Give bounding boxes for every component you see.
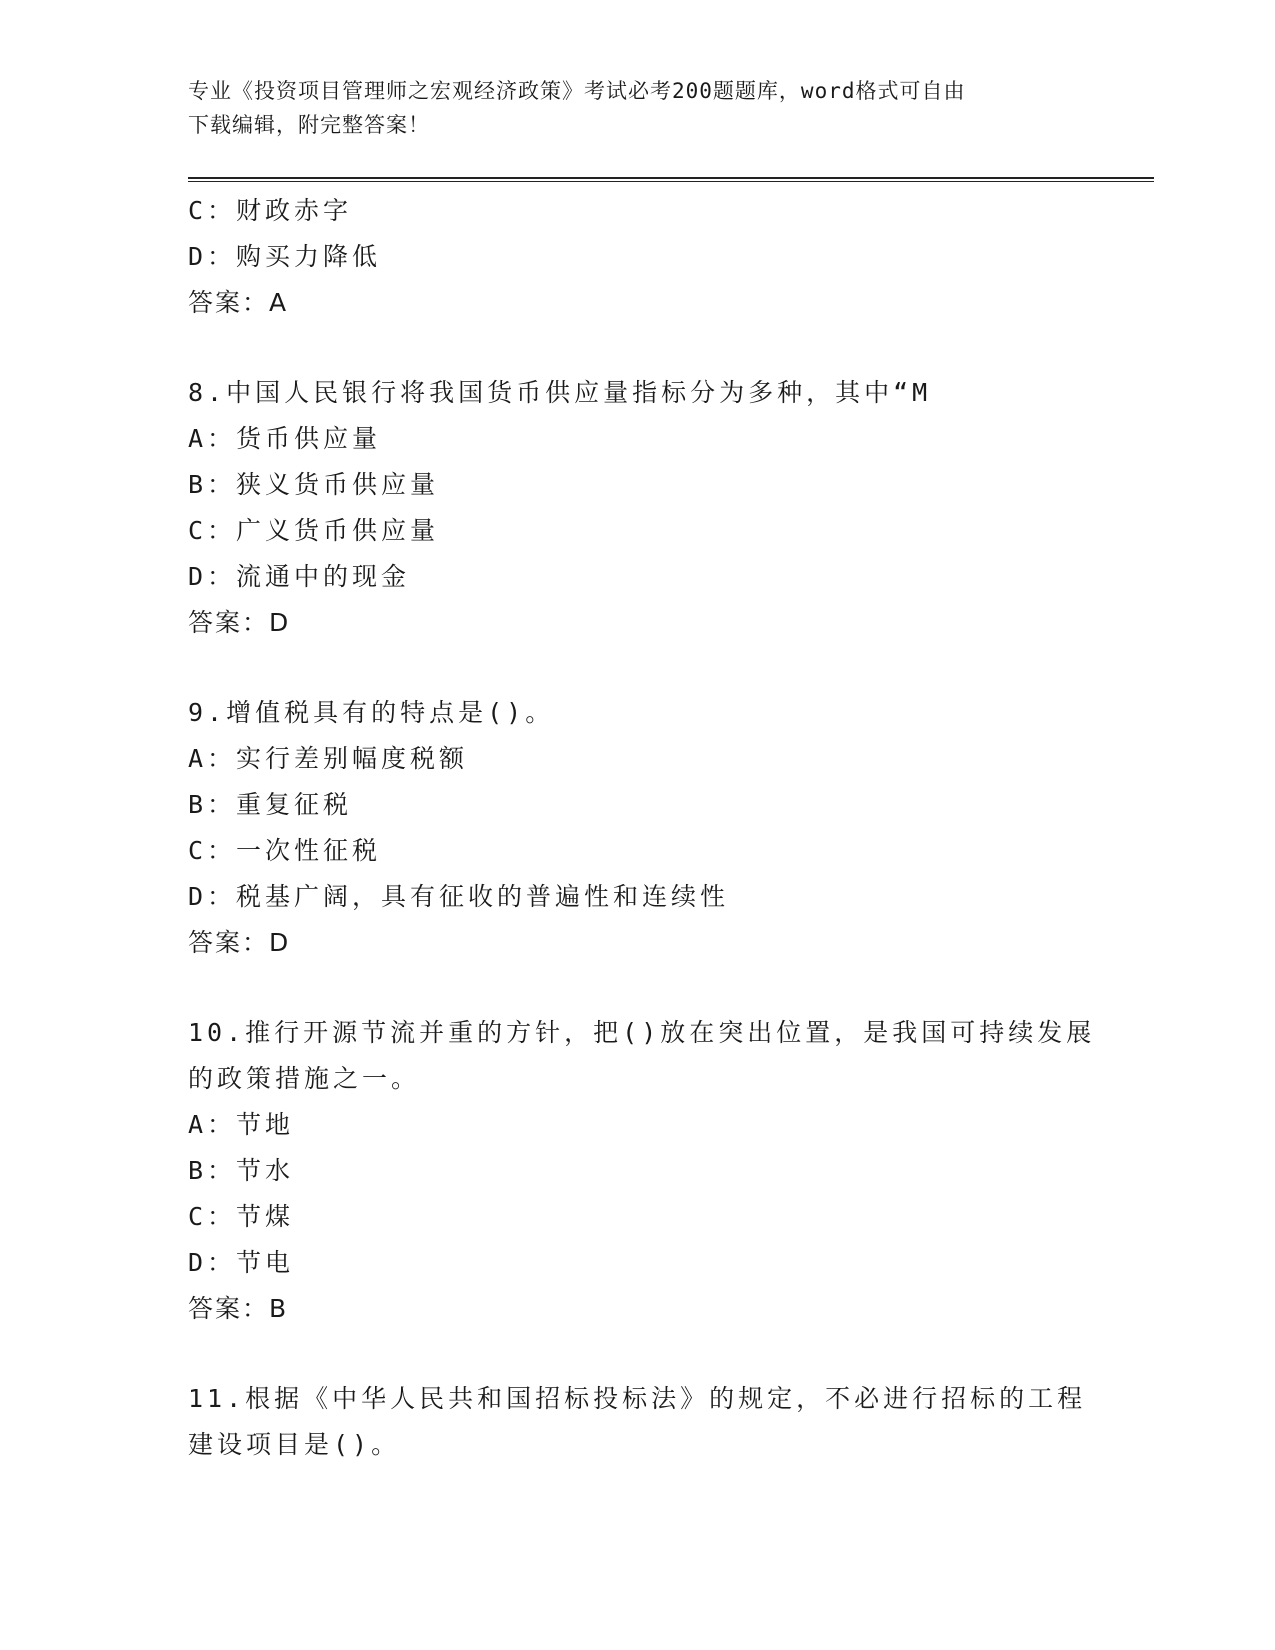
option-c: C：节煤 (188, 1202, 295, 1231)
document-header (188, 74, 1068, 142)
question-text-line-1: 11.根据《中华人民共和国招标投标法》的规定，不必进行招标的工程 (188, 1384, 1087, 1413)
option-d: D：节电 (188, 1248, 295, 1277)
answer: 答案：A (188, 288, 289, 317)
question-text-line-1: 10.推行开源节流并重的方针，把()放在突出位置，是我国可持续发展 (188, 1018, 1096, 1047)
option-c: C：广义货币供应量 (188, 516, 440, 545)
question-text: 9.增值税具有的特点是()。 (188, 698, 555, 727)
question-11 (188, 1376, 1088, 1468)
option-c: C：一次性征税 (188, 836, 382, 865)
question-text: 8.中国人民银行将我国货币供应量指标分为多种，其中“M (188, 378, 932, 407)
header-line-2: 下载编辑，附完整答案！ (188, 113, 430, 137)
header-divider-thick (188, 177, 1154, 179)
question-9 (188, 690, 1088, 966)
option-a: A：节地 (188, 1110, 295, 1139)
question-text-line-2: 的政策措施之一。 (188, 1064, 421, 1093)
document-body (188, 188, 1096, 1468)
option-d: D：税基广阔，具有征收的普遍性和连续性 (188, 882, 730, 911)
question-text-line-2: 建设项目是()。 (188, 1430, 401, 1459)
answer: 答案：B (188, 1294, 289, 1323)
question-7 (188, 188, 1088, 326)
header-line-1: 专业《投资项目管理师之宏观经济政策》考试必考200题题库，word格式可自由 (188, 79, 966, 103)
option-d: D：流通中的现金 (188, 562, 411, 591)
option-d: D：购买力降低 (188, 242, 382, 271)
option-a: A：货币供应量 (188, 424, 382, 453)
option-b: B：重复征税 (188, 790, 353, 819)
answer: 答案：D (188, 928, 291, 957)
option-b: B：狭义货币供应量 (188, 470, 440, 499)
header-divider-thin (188, 181, 1154, 182)
answer: 答案：D (188, 608, 291, 637)
question-10 (188, 1010, 1096, 1332)
option-b: B：节水 (188, 1156, 295, 1185)
option-a: A：实行差别幅度税额 (188, 744, 469, 773)
option-c: C：财政赤字 (188, 196, 353, 225)
question-8 (188, 370, 1088, 646)
